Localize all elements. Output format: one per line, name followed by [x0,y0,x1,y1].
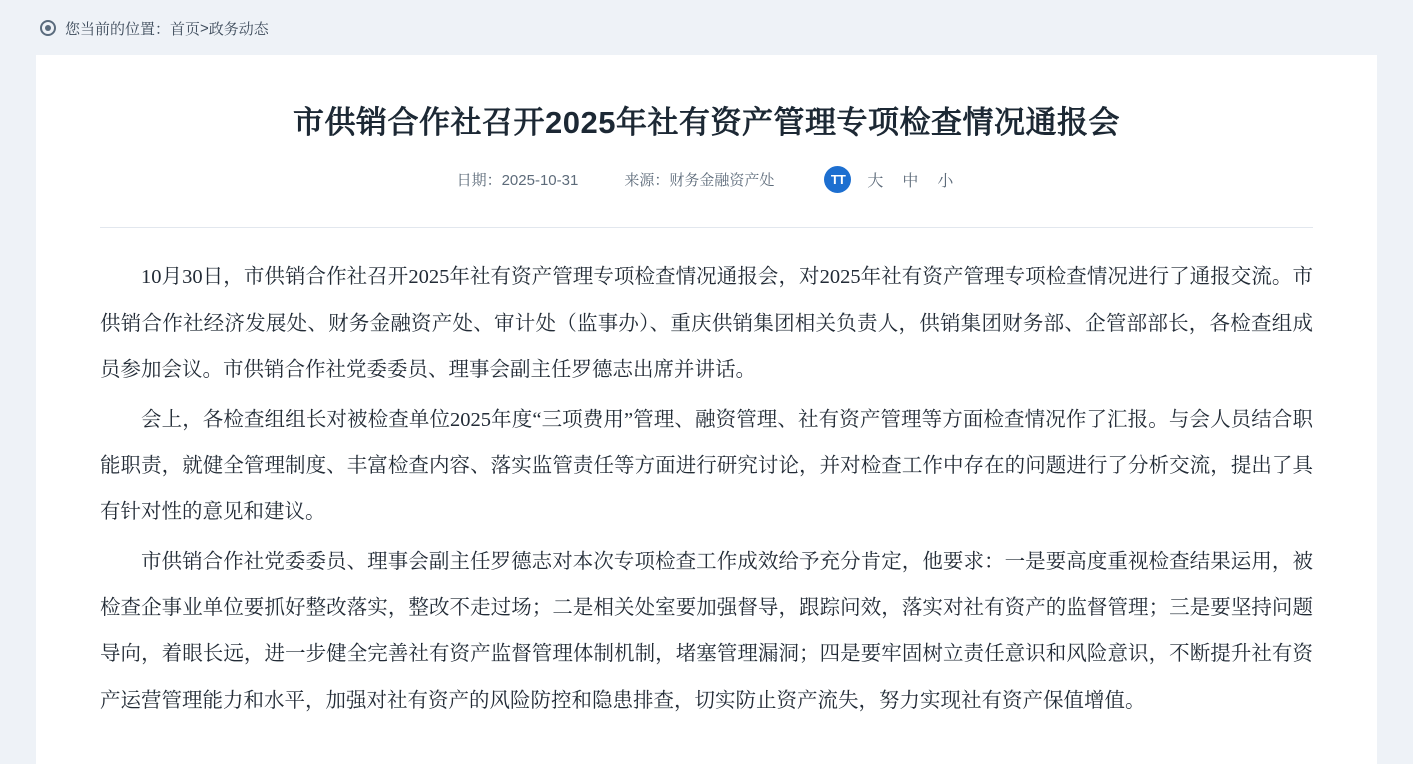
article-meta [100,166,1313,193]
font-size-small-button[interactable]: 小 [934,168,956,191]
article-source: 来源：财务金融资产处 [624,172,775,190]
page-title: 市供销合作社召开2025年社有资产管理专项检查情况通报会 [293,105,1120,140]
breadcrumb-separator: > [200,19,209,37]
font-size-medium-button[interactable]: 中 [899,168,921,191]
font-size-control [824,166,956,193]
article-paragraph: 会上，各检查组组长对被检查单位2025年度“三项费用”管理、融资管理、社有资产管理等方面检查情况作了汇报。与会人员结合职能职责，就健全管理制度、丰富检查内容、落实监管责任等方面进行研究讨论，并对检查工作中存在的问题进行了分析交流，提出了具有针对性的意见和建议。 [100,408,1313,524]
location-target-icon [40,20,56,36]
breadcrumb [0,0,1413,56]
article-date: 日期：2025-10-31 [456,172,579,190]
article-card [36,55,1377,764]
article-paragraph: 10月30日，市供销合作社召开2025年社有资产管理专项检查情况通报会，对2025年社有资产管理专项检查情况进行了通报交流。市供销合作社经济发展处、财务金融资产处、审计处（监事办）、重庆供销集团相关负责人，供销集团财务部、企管部部长，各检查组成员参加会议。市供销合作社党委委员、理事会副主任罗德志出席并讲话。 [100,266,1313,381]
font-size-large-button[interactable]: 大 [864,168,886,191]
breadcrumb-prefix: 您当前的位置： [65,20,171,38]
meta-divider [100,227,1313,228]
breadcrumb-link-home[interactable]: 首页 [170,20,201,38]
text-size-icon: TT [824,166,851,193]
breadcrumb-current: 政务动态 [208,20,269,38]
article-paragraph: 市供销合作社党委委员、理事会副主任罗德志对本次专项检查工作成效给予充分肯定，他要求：一是要高度重视检查结果运用，被检查企事业单位要抓好整改落实，整改不走过场；二是相关处室要加强督导，跟踪问效，落实对社有资产的监督管理；三是要坚持问题导向，着眼长远，进一步健全完善社有资产监督管理体制机制，堵塞管理漏洞；四是要牢固树立责任意识和风险意识，不断提升社有资产运营管理能力和水平，加强对社有资产的风险防控和隐患排查，切实防止资产流失，努力实现社有资产保值增值。 [100,551,1313,712]
article-body [100,254,1313,723]
